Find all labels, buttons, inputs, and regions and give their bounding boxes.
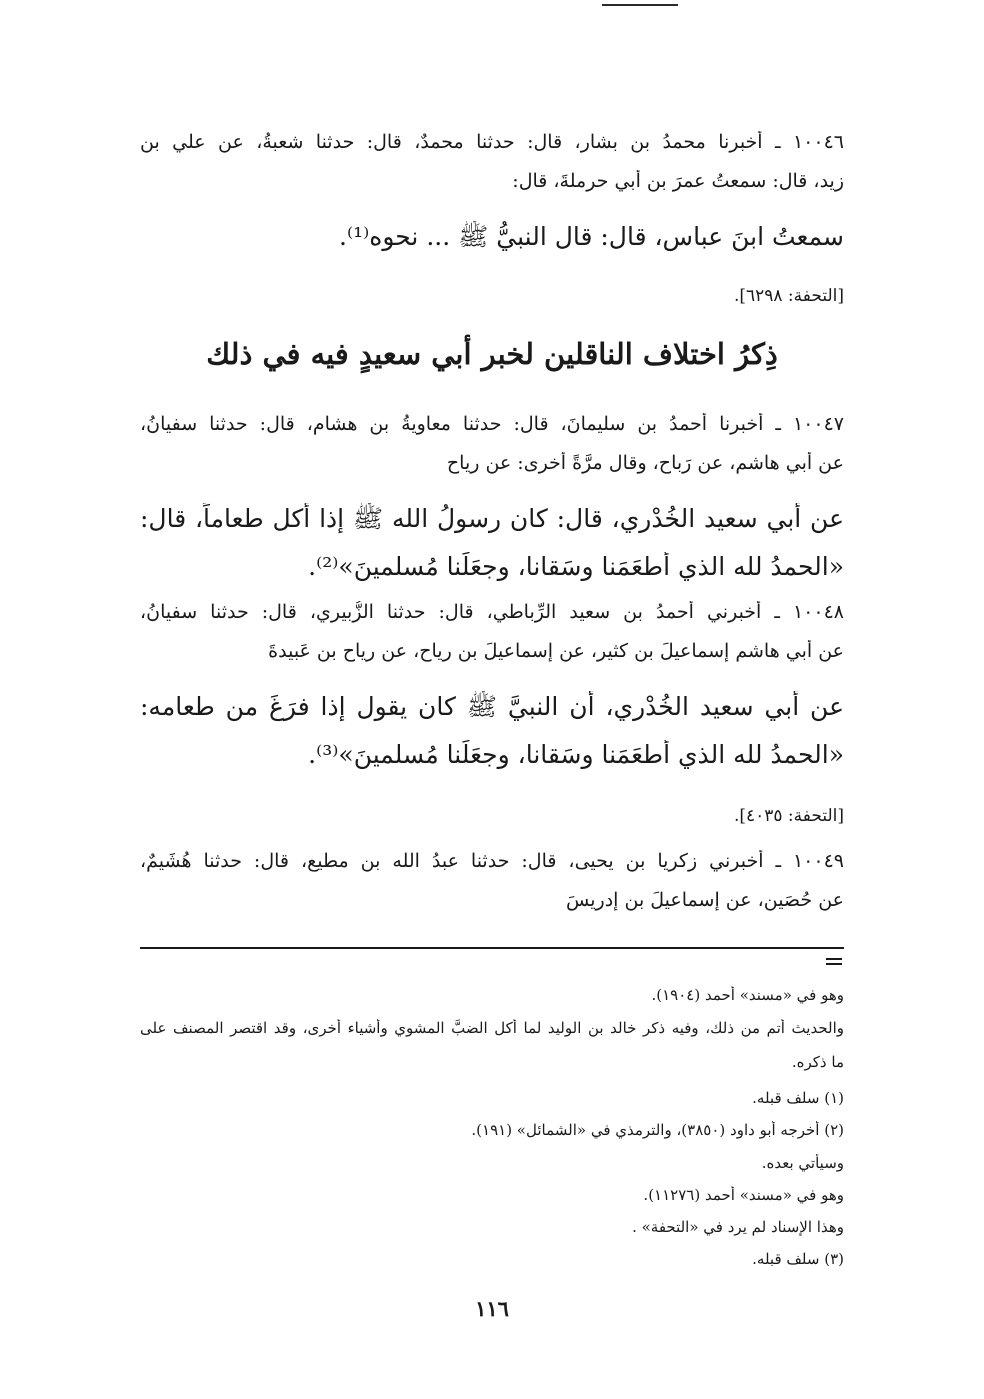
hadith-10048-line-3: عن أبي سعيد الخُدْري، أن النبيَّ ﷺ كان يقول إذا فرَغَ من طعامه: [140,692,844,721]
footnote-3: (٣) سلف قبله. [752,1250,844,1268]
hadith-10049-line-1: ١٠٠٤٩ ـ أخبرني زكريا بن يحيى، قال: حدثنا عبدُ الله بن مطيع، قال: حدثنا هُشَيمٌ، [140,850,844,872]
tuhfa-reference-4035: [التحفة: ٤٠٣٥]. [733,806,844,826]
footnote-2-line-4: وهذا الإسناد لم يرد في «التحفة» . [632,1218,844,1236]
hadith-10046-line-2: زيد، قال: سمعتُ عمرَ بن أبي حرملةَ، قال: [512,170,844,192]
hadith-10047-line-4: «الحمدُ لله الذي أطعَمَنا وسَقانا، وجعَلَنا مُسلمينَ»⁽²⁾. [308,552,844,581]
footnote-carry-line-1: وهو في «مسند» أحمد (١٩٠٤). [651,986,844,1004]
top-rule [602,4,678,6]
hadith-10048-line-1: ١٠٠٤٨ ـ أخبرني أحمدُ بن سعيد الرِّباطي، قال: حدثنا الزُّبيري، قال: حدثنا سفيانُ، [140,601,844,623]
tuhfa-reference-6298: [التحفة: ٦٢٩٨]. [733,286,844,306]
footnote-2-line-3: وهو في «مسند» أحمد (١١٢٧٦). [643,1186,844,1204]
hadith-10047-line-1: ١٠٠٤٧ ـ أخبرنا أحمدُ بن سليمانَ، قال: حدثنا معاويةُ بن هشام، قال: حدثنا سفيانُ، [140,413,844,435]
footnote-1: (١) سلف قبله. [752,1089,844,1107]
hadith-10046-line-3: سمعتُ ابنَ عباس، قال: قال النبيُّ ﷺ ... نحوه⁽¹⁾. [339,222,844,251]
hadith-10047-line-2: عن أبي هاشم، عن رَباح، وقال مرَّةً أُخرى: عن رِياح [446,452,844,474]
hadith-10048-line-2: عن أبي هاشم إسماعيلَ بن كثير، عن إسماعيلَ بن رياح، عن رِياح بن عَبيدةَ [268,640,844,662]
footnote-separator [140,947,844,949]
hadith-10048-line-4: «الحمدُ لله الذي أطعَمَنا وسَقانا، وجعَلَنا مُسلمينَ»⁽³⁾. [308,740,844,769]
footnote-2: (٢) أخرجه أبو داود (٣٨٥٠)، والترمذي في «الشمائل» (١٩١). [471,1121,844,1139]
continuation-mark [826,958,842,965]
footnote-carry-line-2: والحديث أتم من ذلك، وفيه ذكر خالد بن الوليد لما أكل الضبَّ المشوي وأشياء أُخرى، وقد اقتصر المصنف على [140,1019,844,1037]
footnote-2-line-2: وسيأتي بعده. [761,1154,844,1172]
hadith-10047-line-3: عن أبي سعيد الخُدْري، قال: كان رسولُ الله ﷺ إذا أكل طعاماً، قال: [140,504,844,533]
footnote-carry-line-3: ما ذكره. [791,1053,844,1071]
page-number: ١١٦ [475,1296,509,1321]
hadith-10049-line-2: عن حُصَين، عن إسماعيلَ بن إدريسَ [566,889,844,911]
section-heading: ذِكرُ اختلاف الناقلين لخبر أبي سعيدٍ فيه في ذلك [206,337,778,371]
hadith-10046-line-1: ١٠٠٤٦ ـ أخبرنا محمدُ بن بشار، قال: حدثنا محمدٌ، قال: حدثنا شعبةُ، عن علي بن [140,131,844,153]
